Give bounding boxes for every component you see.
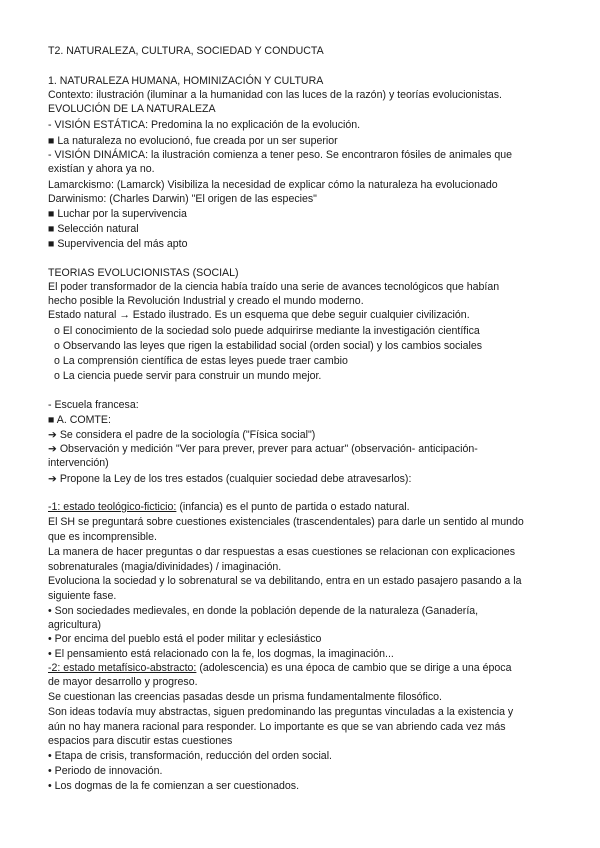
list-item: o La comprensión científica de estas leyes puede traer cambio xyxy=(54,355,348,367)
bullet-item: • Los dogmas de la fe comienzan a ser cuestionados. xyxy=(48,780,300,792)
text-line: agricultura) xyxy=(48,619,101,631)
text-line: - VISIÓN ESTÁTICA: Predomina la no explicación de la evolución. xyxy=(48,119,361,131)
stage-line xyxy=(48,661,511,676)
stage-description: (adolescencia) es una época de cambio que se dirige a una época xyxy=(196,662,512,674)
text-line: Lamarckismo: (Lamarck) Visibiliza la necesidad de explicar cómo la naturaleza ha evolucionado xyxy=(48,179,498,191)
arrow-item: ➔ Propone la Ley de los tres estados (cualquier sociedad debe atravesarlos): xyxy=(48,473,412,485)
text-line: Se cuestionan las creencias pasadas desde un prisma fundamentalmente filosófico. xyxy=(48,691,442,703)
stage-line xyxy=(48,500,410,515)
arrow-item: ➔ Observación y medición "Ver para prever, prever para actuar" (observación- anticipación- xyxy=(48,443,478,455)
context-line: Contexto: ilustración (iluminar a la humanidad con las luces de la razón) y teorías evolucionistas. xyxy=(48,89,502,101)
bullet-item: • Periodo de innovación. xyxy=(48,765,163,777)
text-line: Estado natural → Estado ilustrado. Es un esquema que debe seguir cualquier civilización. xyxy=(48,309,470,321)
text-line: - VISIÓN DINÁMICA: la ilustración comienza a tener peso. Se encontraron fósiles de animales que xyxy=(48,149,512,161)
text-line: - Escuela francesa: xyxy=(48,399,139,411)
subheading: EVOLUCIÓN DE LA NATURALEZA xyxy=(48,103,216,115)
text-line: aún no hay manera racional para responder. Lo importante es que se van abriendo cada vez más xyxy=(48,721,506,733)
list-item: o El conocimiento de la sociedad solo puede adquirirse mediante la investigación científica xyxy=(54,325,480,337)
bullet-item: ■ La naturaleza no evolucionó, fue creada por un ser superior xyxy=(48,135,338,147)
text-line: que es incomprensible. xyxy=(48,531,157,543)
list-item: o Observando las leyes que rigen la estabilidad social (orden social) y los cambios sociales xyxy=(54,340,483,352)
stage-label: -1: estado teológico-ficticio: xyxy=(48,501,177,513)
text-line: de mayor desarrollo y progreso. xyxy=(48,676,198,688)
bullet-item: • El pensamiento está relacionado con la fe, los dogmas, la imaginación... xyxy=(48,648,394,660)
section-heading: 1. NATURALEZA HUMANA, HOMINIZACIÓN Y CULTURA xyxy=(48,75,324,87)
text-line: siguiente fase. xyxy=(48,590,117,602)
text-line: existían y ahora ya no. xyxy=(48,163,155,175)
text-line: Son ideas todavía muy abstractas, siguen predominando las preguntas vinculadas a la existencia y xyxy=(48,706,514,718)
bullet-item: • Por encima del pueblo está el poder militar y eclesiástico xyxy=(48,633,322,645)
text-line: El SH se preguntará sobre cuestiones existenciales (trascendentales) para darle un sentido al mundo xyxy=(48,516,524,528)
text-line: Evoluciona la sociedad y lo sobrenatural se va debilitando, entra en un estado pasajero pasando a la xyxy=(48,575,522,587)
bullet-item: • Son sociedades medievales, en donde la población depende de la naturaleza (Ganadería, xyxy=(48,605,479,617)
text-line: La manera de hacer preguntas o dar respuestas a esas cuestiones se relacionan con explicaciones xyxy=(48,546,515,558)
bullet-item: ■ Supervivencia del más apto xyxy=(48,238,188,250)
text-line: intervención) xyxy=(48,457,109,469)
text-line: espacios para discutir estas cuestiones xyxy=(48,735,233,747)
section-heading: TEORIAS EVOLUCIONISTAS (SOCIAL) xyxy=(48,267,239,279)
text-line: El poder transformador de la ciencia había traído una serie de avances tecnológicos que habían xyxy=(48,281,500,293)
list-item: o La ciencia puede servir para construir un mundo mejor. xyxy=(54,370,322,382)
bullet-item: • Etapa de crisis, transformación, reducción del orden social. xyxy=(48,750,332,762)
stage-description: (infancia) es el punto de partida o estado natural. xyxy=(176,501,410,513)
text-line: Darwinismo: (Charles Darwin) "El origen de las especies" xyxy=(48,193,317,205)
doc-title: T2. NATURALEZA, CULTURA, SOCIEDAD Y CONDUCTA xyxy=(48,45,324,57)
stage-label: -2: estado metafísico-abstracto: xyxy=(48,662,197,674)
bullet-item: ■ A. COMTE: xyxy=(48,414,111,426)
bullet-item: ■ Selección natural xyxy=(48,223,139,235)
arrow-item: ➔ Se considera el padre de la sociología ("Física social") xyxy=(48,429,316,441)
text-line: sobrenaturales (magia/divinidades) / imaginación. xyxy=(48,561,282,573)
bullet-item: ■ Luchar por la supervivencia xyxy=(48,208,187,220)
text-line: hecho posible la Revolución Industrial y creado el mundo moderno. xyxy=(48,295,364,307)
